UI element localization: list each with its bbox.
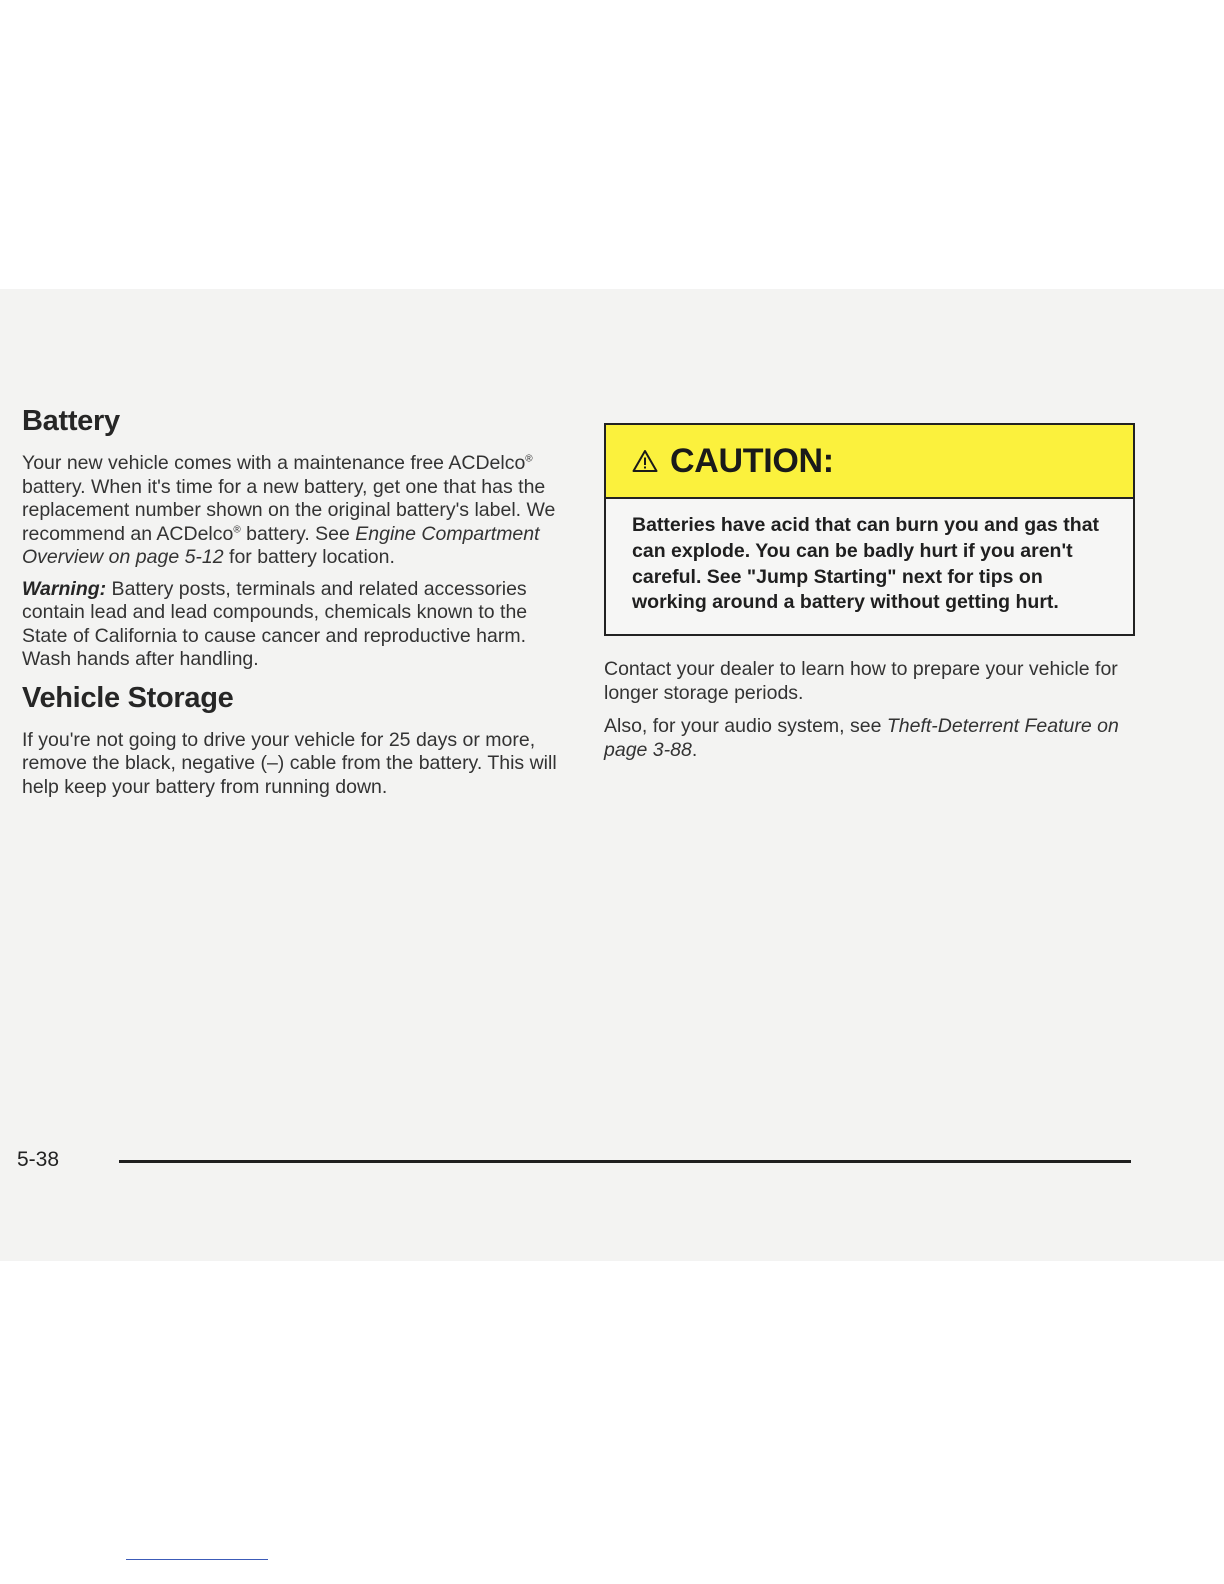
warning-triangle-icon (632, 449, 658, 473)
vehicle-storage-heading: Vehicle Storage (22, 681, 234, 714)
warning-paragraph (22, 578, 562, 672)
warning-label: Warning: (22, 577, 107, 600)
audio-text-prefix: Also, for your audio system, see (604, 715, 887, 738)
bottom-link-underline (126, 1559, 268, 1560)
battery-heading: Battery (22, 405, 120, 437)
caution-header (606, 425, 1133, 499)
theft-deterrent-link[interactable]: Theft-Deterrent Feature on page 3-88 (604, 715, 1119, 761)
page-number: 5-38 (17, 1148, 60, 1171)
registered-mark: ® (525, 453, 533, 465)
caution-body: Batteries have acid that can burn you and gas that can explode. You can be badly hurt if you aren't careful. See "Jump Starting" next for tips on working around a battery without getting hurt. (632, 514, 1100, 614)
battery-text-4: for battery location. (223, 546, 395, 568)
vehicle-storage-paragraph: If you're not going to drive your vehicle for 25 days or more, remove the black, negative (–) cable from the battery. This will help keep your battery from running down. (22, 728, 557, 798)
contact-dealer-paragraph: Contact your dealer to learn how to prepare your vehicle for longer storage periods. (604, 658, 1118, 704)
audio-text-suffix: . (691, 738, 698, 761)
battery-paragraph (22, 452, 562, 570)
registered-mark: ® (233, 524, 241, 535)
right-text (604, 658, 1135, 762)
caution-title: CAUTION: (670, 441, 834, 480)
battery-text-1: Your new vehicle comes with a maintenance free ACDelco (22, 452, 526, 474)
footer-divider (119, 1160, 1131, 1163)
warning-text: Battery posts, terminals and related accessories contain lead and lead compounds, chemicals known to the State of California to cause cancer and reproductive harm. Wash hands after handling. (22, 577, 528, 670)
engine-compartment-link[interactable]: Engine Compartment Overview on page 5-12 (22, 522, 540, 568)
audio-system-paragraph (604, 715, 1135, 762)
battery-text-3: battery. See (240, 522, 356, 545)
caution-box (604, 423, 1135, 636)
left-column (22, 405, 562, 807)
battery-text-2: battery. When it's time for a new battery, get one that has the replacement number shown on the original battery's label. We recommend an ACDelco (22, 475, 556, 545)
right-column (604, 423, 1135, 772)
